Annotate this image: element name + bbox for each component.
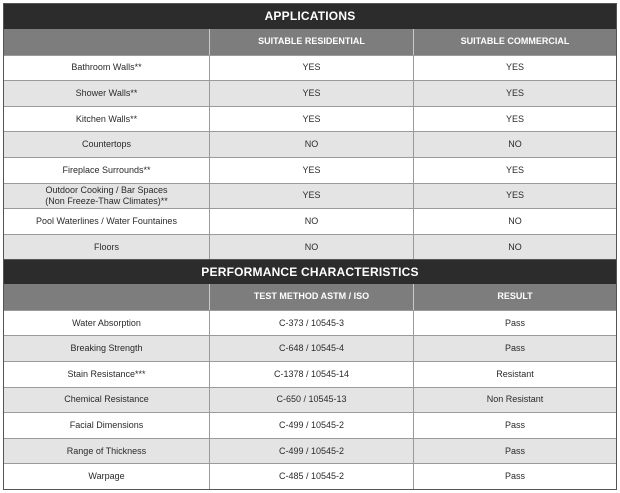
applications-cell-commercial: YES	[413, 81, 616, 106]
applications-row	[4, 157, 616, 183]
performance-cell-label: Warpage	[88, 471, 125, 482]
performance-row	[4, 463, 616, 489]
applications-header-row	[4, 29, 616, 55]
applications-cell-residential: NO	[209, 132, 413, 157]
applications-cell-commercial: YES	[413, 184, 616, 209]
applications-cell-label: Kitchen Walls**	[75, 113, 138, 124]
applications-row	[4, 106, 616, 132]
performance-row	[4, 361, 616, 387]
performance-cell-result: Resistant	[413, 362, 616, 387]
applications-cell-residential: YES	[209, 81, 413, 106]
applications-row	[4, 234, 616, 260]
performance-cell-method: C-499 / 10545-2	[209, 439, 413, 464]
applications-cell-residential: YES	[209, 56, 413, 81]
performance-rows	[4, 310, 616, 489]
performance-cell-method: C-485 / 10545-2	[209, 464, 413, 489]
performance-cell-label: Range of Thickness	[66, 445, 147, 456]
performance-cell-method: C-1378 / 10545-14	[209, 362, 413, 387]
performance-header-row	[4, 284, 616, 310]
performance-row	[4, 438, 616, 464]
performance-cell-method: C-499 / 10545-2	[209, 413, 413, 438]
applications-cell-label: Countertops	[81, 139, 132, 150]
applications-cell-label: Outdoor Cooking / Bar Spaces (Non Freeze-Thaw Climates)**	[45, 184, 168, 206]
applications-cell-label: Floors	[93, 241, 119, 252]
performance-cell-result: Pass	[413, 311, 616, 336]
performance-row	[4, 310, 616, 336]
performance-header-method: TEST METHOD ASTM / ISO	[209, 284, 413, 310]
performance-row	[4, 412, 616, 438]
spec-sheet	[3, 3, 617, 490]
applications-cell-commercial: YES	[413, 56, 616, 81]
applications-cell-label: Bathroom Walls**	[71, 62, 142, 73]
applications-cell-label: Pool Waterlines / Water Fountaines	[36, 215, 177, 226]
applications-header-commercial: SUITABLE COMMERCIAL	[413, 29, 616, 55]
applications-cell-label: Fireplace Surrounds**	[62, 164, 151, 175]
performance-cell-label: Stain Resistance***	[67, 368, 146, 379]
applications-title: APPLICATIONS	[4, 4, 616, 29]
performance-cell-label: Facial Dimensions	[69, 420, 144, 431]
performance-cell-result: Pass	[413, 413, 616, 438]
performance-row	[4, 387, 616, 413]
applications-cell-residential: YES	[209, 158, 413, 183]
performance-cell-result: Non Resistant	[413, 388, 616, 413]
performance-header-label	[4, 284, 209, 310]
performance-cell-result: Pass	[413, 464, 616, 489]
performance-title: PERFORMANCE CHARACTERISTICS	[4, 259, 616, 284]
applications-row	[4, 80, 616, 106]
performance-header-result: RESULT	[413, 284, 616, 310]
applications-cell-commercial: YES	[413, 158, 616, 183]
applications-row	[4, 208, 616, 234]
applications-header-residential: SUITABLE RESIDENTIAL	[209, 29, 413, 55]
performance-cell-label: Breaking Strength	[70, 343, 143, 354]
applications-cell-commercial: NO	[413, 132, 616, 157]
performance-cell-label: Chemical Resistance	[64, 394, 149, 405]
applications-cell-residential: NO	[209, 209, 413, 234]
performance-cell-result: Pass	[413, 439, 616, 464]
performance-cell-method: C-650 / 10545-13	[209, 388, 413, 413]
performance-cell-result: Pass	[413, 336, 616, 361]
performance-cell-method: C-648 / 10545-4	[209, 336, 413, 361]
applications-row	[4, 55, 616, 81]
applications-cell-residential: YES	[209, 107, 413, 132]
applications-header-label	[4, 29, 209, 55]
applications-row	[4, 131, 616, 157]
applications-cell-label: Shower Walls**	[75, 87, 138, 98]
performance-cell-method: C-373 / 10545-3	[209, 311, 413, 336]
applications-cell-commercial: NO	[413, 209, 616, 234]
applications-cell-commercial: NO	[413, 235, 616, 260]
applications-cell-residential: NO	[209, 235, 413, 260]
applications-row	[4, 183, 616, 209]
applications-cell-commercial: YES	[413, 107, 616, 132]
applications-rows	[4, 55, 616, 260]
applications-cell-residential: YES	[209, 184, 413, 209]
performance-row	[4, 335, 616, 361]
performance-cell-label: Water Absorption	[72, 317, 141, 328]
